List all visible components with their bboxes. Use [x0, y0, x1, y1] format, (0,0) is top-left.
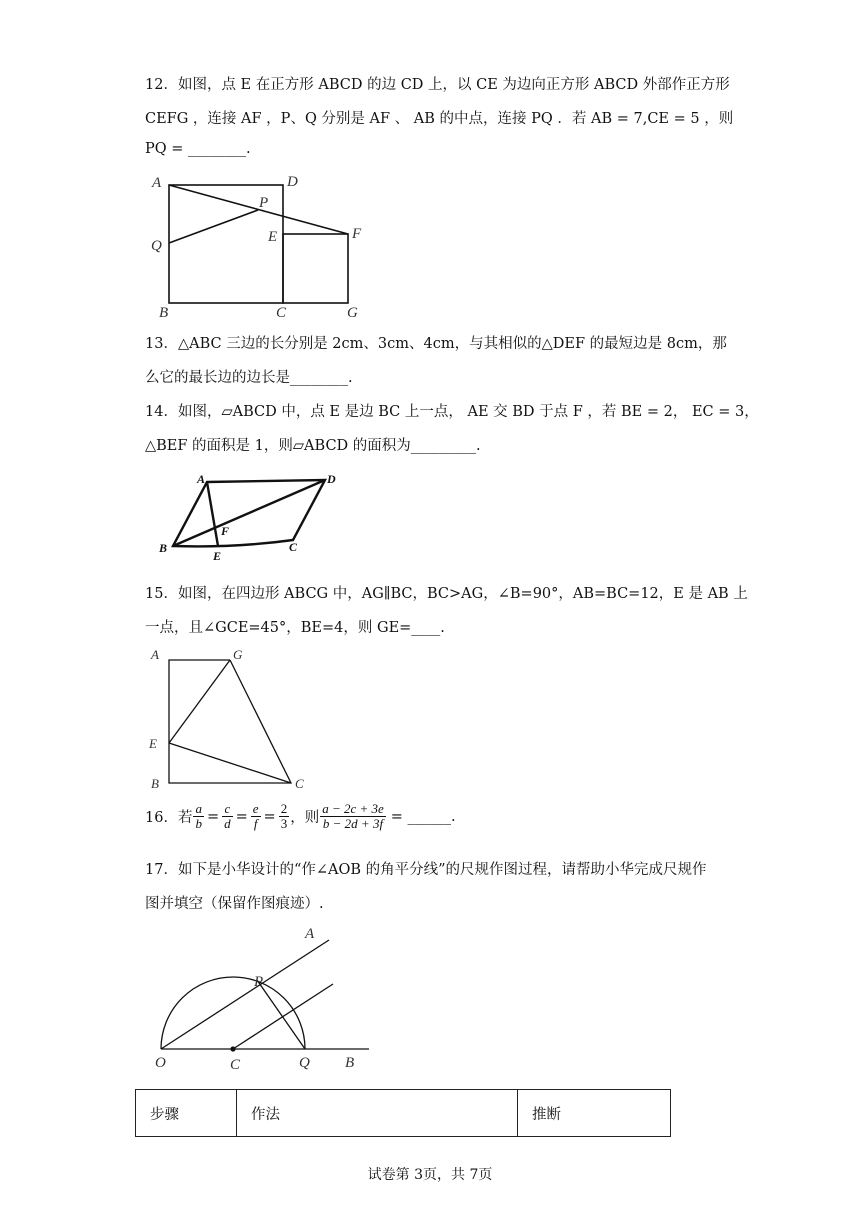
table-header-inference: 推断: [518, 1090, 671, 1137]
q15-label-g: G: [233, 647, 243, 662]
q17-text-line2: 图并填空（保留作图痕迹）.: [145, 896, 324, 912]
q12-figure: [145, 168, 375, 323]
q16-mid: ，则: [290, 810, 320, 826]
q17-text-line1: 17．如下是小华设计的“作∠AOB 的角平分线”的尺规作图过程，请帮助小华完成尺规作: [145, 862, 707, 878]
q17-label-c: C: [230, 1057, 241, 1073]
page-footer: 试卷第 3页，共 7页: [367, 1167, 493, 1183]
q14-text-line1: 14．如图，▱ABCD 中，点 E 是边 BC 上一点， AE 交 BD 于点 F ，若 BE = 2， EC = 3，: [145, 404, 759, 420]
q16-prefix: 16．若: [145, 810, 193, 826]
q14-text-line2: △BEF 的面积是 1，则▱ABCD 的面积为_________.: [145, 438, 481, 454]
q15-label-b: B: [151, 776, 159, 790]
q14-label-a: A: [197, 472, 206, 486]
q15-text-line2: 一点，且∠GCE=45°，BE=4，则 GE=____.: [145, 620, 445, 636]
q15-label-e: E: [149, 736, 157, 751]
q14-label-c: C: [289, 540, 298, 554]
q15-text-line1: 15．如图，在四边形 ABCG 中，AG∥BC，BC>AG，∠B=90°，AB=BC=12，E 是 AB 上: [145, 586, 748, 602]
q17-label-p: P: [254, 974, 264, 990]
q17-label-q: Q: [299, 1055, 310, 1071]
q17-figure: [145, 918, 385, 1076]
table-header-row: [136, 1090, 671, 1137]
q13-text-line2: 么它的最长边的边长是________.: [145, 370, 353, 386]
q12-label-e: E: [268, 229, 278, 245]
q12-label-f: F: [352, 226, 362, 242]
q12-label-b: B: [159, 305, 169, 321]
q13-text-line1: 13．△ABC 三边的长分别是 2cm、3cm、4cm，与其相似的△DEF 的最短边是 8cm，那: [145, 336, 727, 352]
q17-label-o: O: [155, 1055, 166, 1071]
q15-label-a: A: [151, 647, 159, 662]
q12-label-c: C: [276, 305, 287, 321]
q14-label-f: F: [221, 524, 230, 538]
q16-suffix: = ______.: [390, 808, 456, 825]
q17-point-c: [230, 1046, 235, 1051]
table-header-method: 作法: [237, 1090, 518, 1137]
q16-fraction-e-f: $\frac{e}{f}$: [252, 801, 259, 831]
q16-fraction-a-b: $\frac{a}{b}$: [195, 801, 202, 831]
q17-label-b: B: [345, 1055, 355, 1071]
q14-label-d: D: [327, 472, 336, 486]
q14-label-e: E: [213, 549, 222, 563]
q12-text-line1: 12．如图，点 E 在正方形 ABCD 的边 CD 上，以 CE 为边向正方形 ABCD 外部作正方形: [145, 77, 730, 93]
q12-text-line2: CEFG ，连接 AF ，P、Q 分别是 AF 、 AB 的中点，连接 PQ ．若 AB = 7,CE = 5 ，则: [145, 111, 734, 127]
q16-fraction-c-d: $\frac{c}{d}$: [224, 801, 231, 831]
q15-label-c: C: [295, 776, 304, 790]
q12-label-g: G: [347, 305, 358, 321]
q12-text-line3: PQ = ________.: [145, 141, 251, 157]
q16-fraction-2-3: $\frac{2}{3}$: [280, 801, 288, 831]
q14-label-b: B: [159, 541, 168, 555]
q17-label-a: A: [305, 926, 315, 942]
q12-label-p: P: [259, 195, 269, 211]
table-header-step: 步骤: [136, 1090, 237, 1137]
q12-label-q: Q: [151, 238, 162, 254]
q16-text: 16．若 $\frac{a}{b}$ = $\frac{c}{d}$ = $\frac{e}{f}$ = $\frac{2}{3}$ ，则 $\frac{a - 2c + 3e}{b - 2d + 3f}$ = ______.: [145, 801, 456, 831]
q15-figure: [145, 644, 315, 790]
q16-fraction-expression: $\frac{a - 2c + 3e}{b - 2d + 3f}$: [322, 801, 384, 831]
q14-figure: [155, 468, 345, 564]
q12-label-a: A: [152, 175, 162, 191]
q12-label-d: D: [287, 174, 298, 190]
q17-steps-table: [135, 1089, 671, 1137]
